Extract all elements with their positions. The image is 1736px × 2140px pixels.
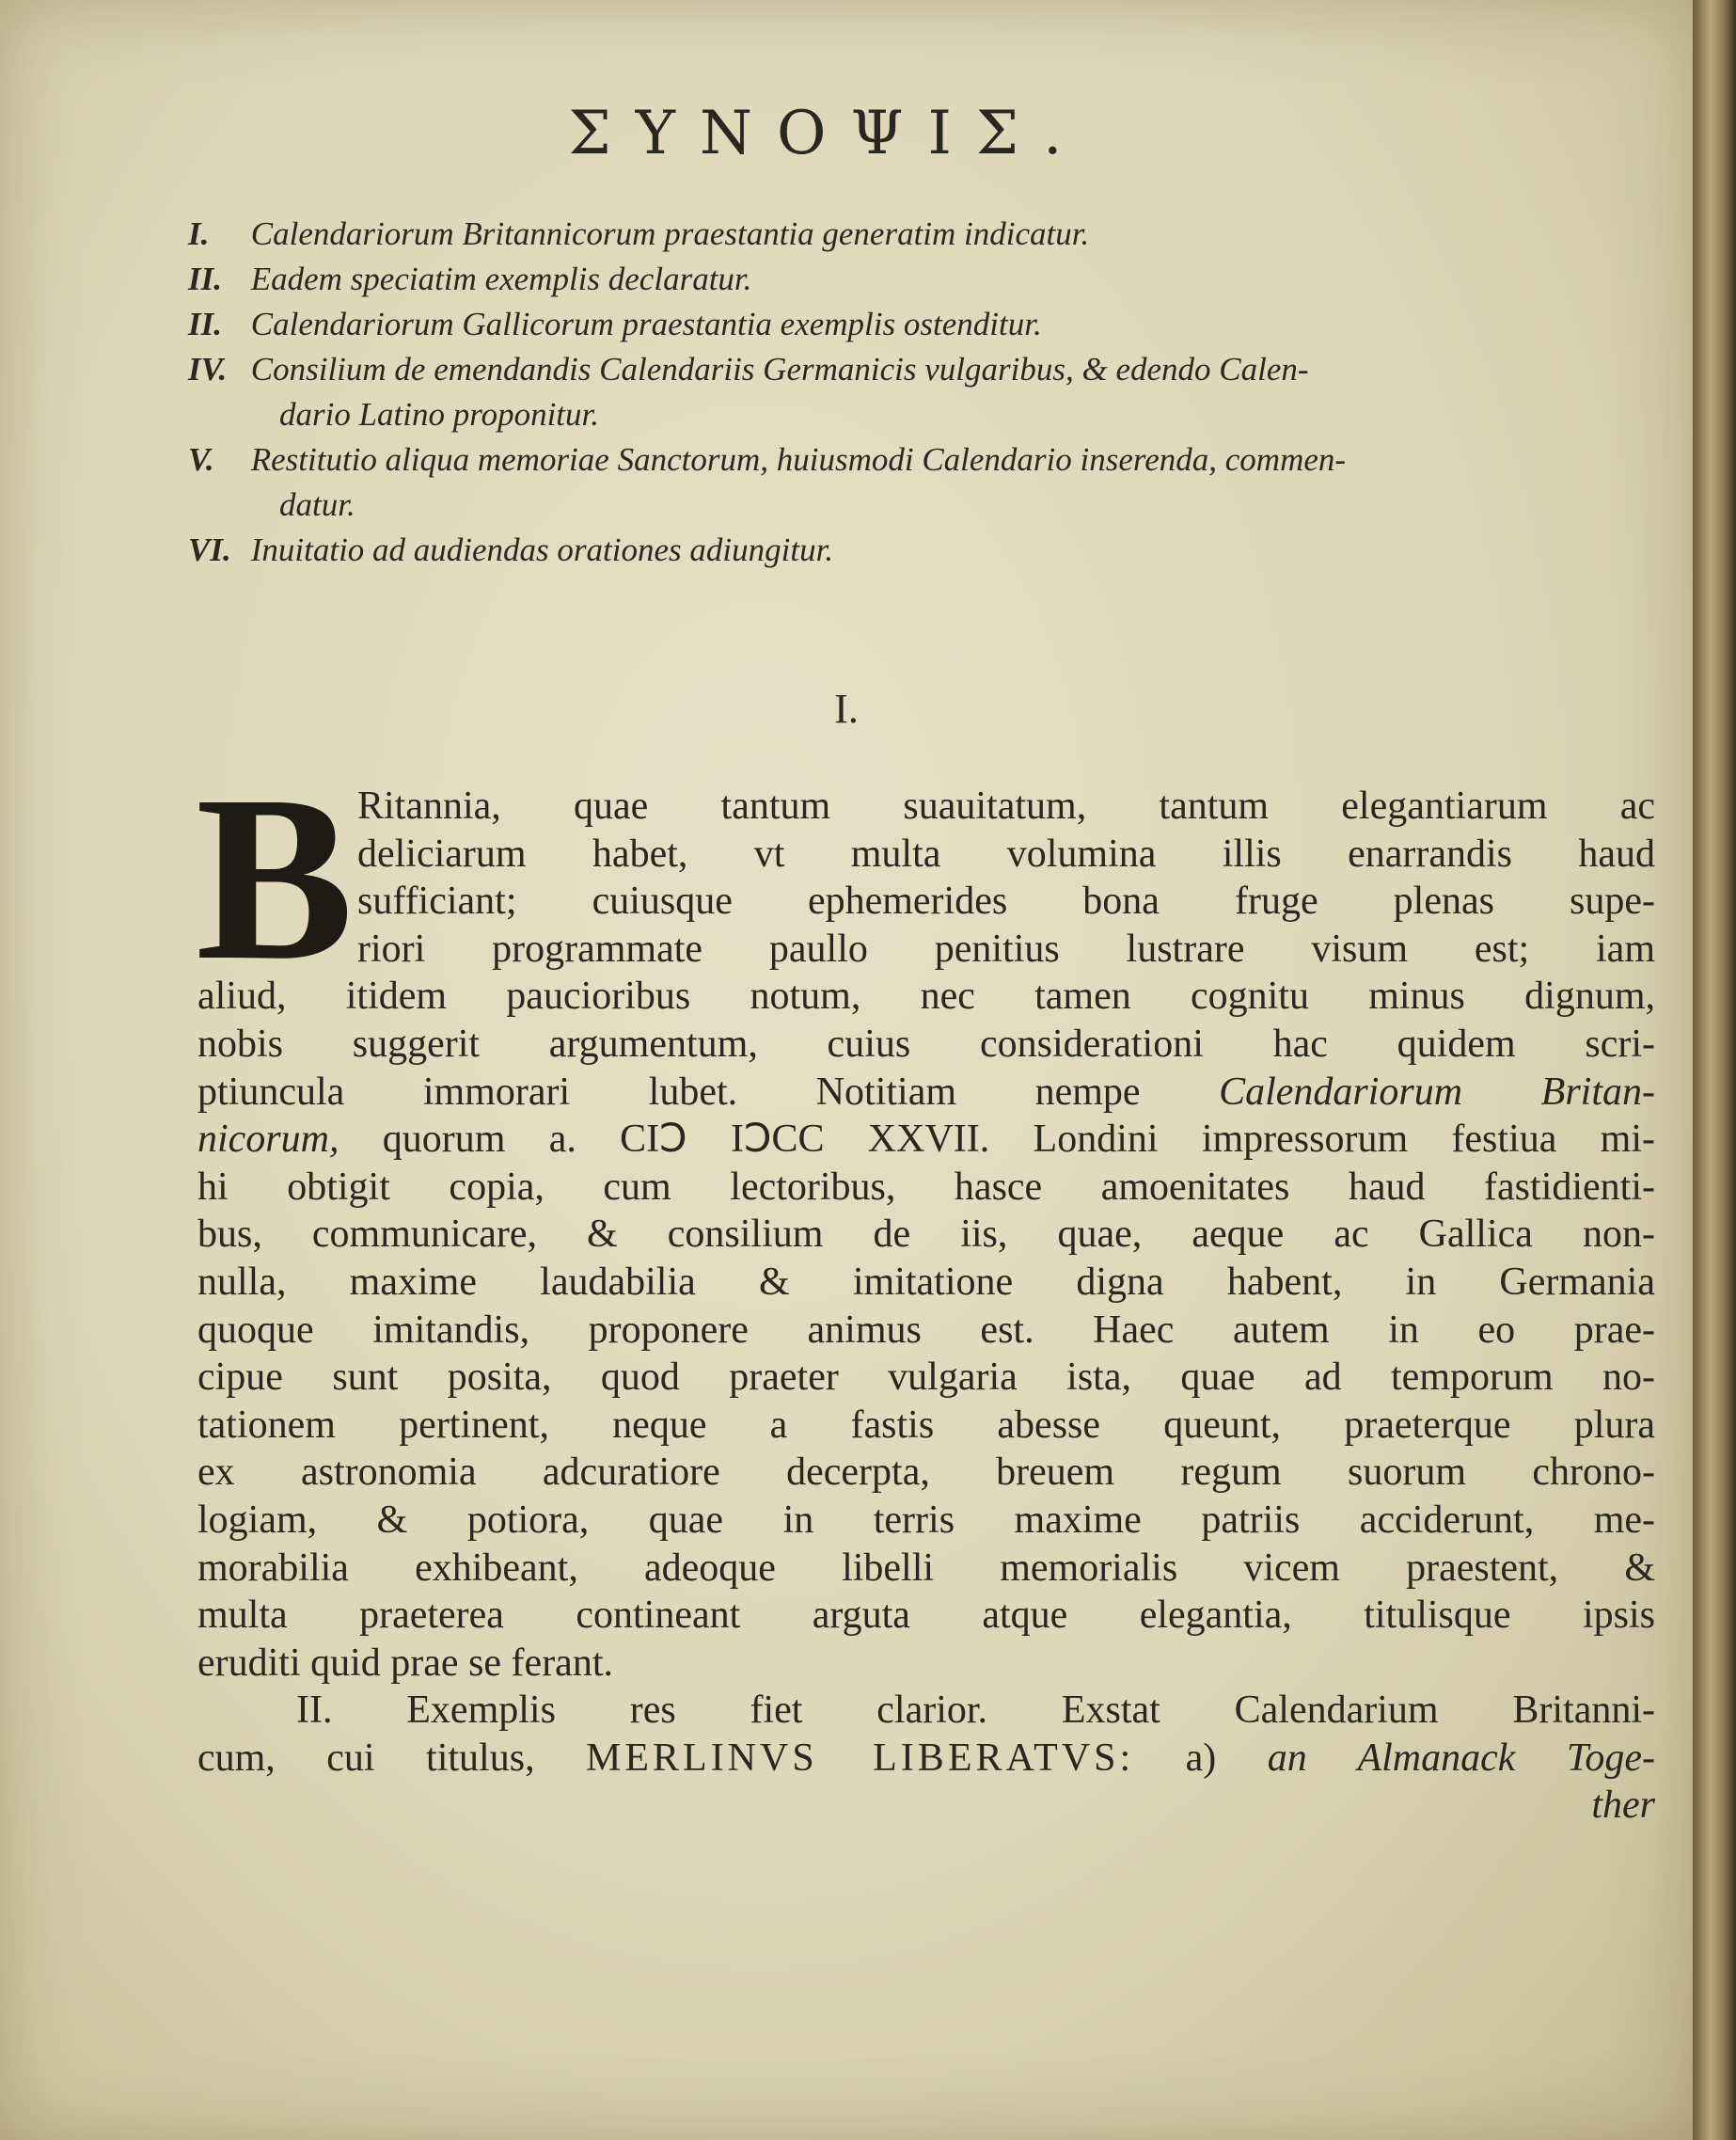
italic-term: an Almanack Toge- — [1267, 1736, 1655, 1780]
synopsis-text: Consilium de emendandis Calendariis Germanicis vulgaribus, & edendo Calen- — [250, 351, 1309, 388]
text-line: bus, communicare, & consilium de iis, quae, aeque ac Gallica non- — [197, 1213, 1655, 1257]
synopsis-number: V. — [188, 441, 214, 478]
text-line: nicorum, quorum a. CIↃ IↃCC XXVII. Londini impressorum festiua mi- — [197, 1118, 1655, 1162]
synopsis-number: VI. — [188, 531, 231, 568]
text-line: sufficiant; cuiusque ephemerides bona fruge plenas supe- — [357, 880, 1655, 924]
text-line: aliud, itidem paucioribus notum, nec tamen cognitu minus dignum, — [197, 975, 1655, 1019]
synopsis-text: Calendariorum Gallicorum praestantia exemplis ostenditur. — [250, 306, 1042, 342]
synopsis-text: Inuitatio ad audiendas orationes adiungitur. — [250, 531, 834, 568]
book-spine — [1693, 0, 1736, 2140]
text-line: nobis suggerit argumentum, cuius considerationi hac quidem scri- — [197, 1022, 1655, 1066]
synopsis-text-continued: datur. — [279, 486, 355, 523]
italic-term: nicorum, — [197, 1118, 339, 1162]
text-line: multa praeterea contineant arguta atque elegantia, titulisque ipsis — [197, 1593, 1655, 1638]
catchword: ther — [1591, 1783, 1655, 1828]
synopsis-item — [188, 302, 1655, 347]
text-line: deliciarum habet, vt multa volumina illis enarrandis haud — [357, 832, 1655, 876]
text-line: morabilia exhibeant, adeoque libelli memorialis vicem praestent, & — [197, 1546, 1655, 1590]
text-line: nulla, maxime laudabilia & imitatione digna habent, in Germania — [197, 1260, 1655, 1304]
synopsis-item — [188, 212, 1655, 257]
text-line: ex astronomia adcuratiore decerpta, breuem regum suorum chrono- — [197, 1450, 1655, 1495]
body-text — [197, 783, 1655, 1830]
drop-cap: B — [196, 746, 355, 1009]
text-line: logiam, & potiora, quae in terris maxime patriis acciderunt, me- — [197, 1498, 1655, 1542]
text-line: hi obtigit copia, cum lectoribus, hasce amoenitates haud fastidienti- — [197, 1165, 1655, 1209]
work-title: MERLINVS LIBERATVS: — [586, 1736, 1135, 1780]
text-line: cum, cui titulus, MERLINVS LIBERATVS: a) an Almanack Toge- — [197, 1736, 1655, 1780]
text-line: cipue sunt posita, quod praeter vulgaria ista, quae ad temporum no- — [197, 1355, 1655, 1400]
synopsis-item — [188, 528, 1655, 573]
page-title: ΣΥΝΟΨΙΣ. — [568, 99, 1087, 168]
text-line: riori programmate paullo penitius lustrare visum est; iam — [357, 927, 1655, 971]
text-line: ptiuncula immorari lubet. Notitiam nempe Calendariorum Britan- — [197, 1070, 1655, 1114]
text-line: tationem pertinent, neque a fastis abesse queunt, praeterque plura — [197, 1403, 1655, 1447]
synopsis-list — [188, 212, 1655, 573]
synopsis-text-continued: dario Latino proponitur. — [279, 396, 600, 433]
text-line: quoque imitandis, proponere animus est. Haec autem in eo prae- — [197, 1308, 1655, 1352]
text-line: II. Exemplis res fiet clarior. Exstat Calendarium Britanni- — [296, 1688, 1655, 1733]
synopsis-text: Restitutio aliqua memoriae Sanctorum, huiusmodi Calendario inserenda, commen- — [250, 441, 1347, 478]
synopsis-item — [188, 347, 1655, 437]
synopsis-text: Calendariorum Britannicorum praestantia generatim indicatur. — [250, 215, 1090, 252]
italic-term: Calendariorum Britan- — [1219, 1070, 1655, 1114]
synopsis-item — [188, 257, 1655, 302]
synopsis-number: II. — [188, 306, 222, 342]
text-line: eruditi quid prae se ferant. — [197, 1641, 613, 1685]
synopsis-number: I. — [188, 215, 210, 252]
synopsis-number: II. — [188, 261, 222, 297]
section-number: I. — [834, 686, 859, 732]
text-line: Ritannia, quae tantum suauitatum, tantum elegantiarum ac — [357, 785, 1655, 828]
synopsis-text: Eadem speciatim exemplis declaratur. — [250, 261, 752, 297]
synopsis-item — [188, 437, 1655, 528]
synopsis-number: IV. — [188, 351, 228, 388]
